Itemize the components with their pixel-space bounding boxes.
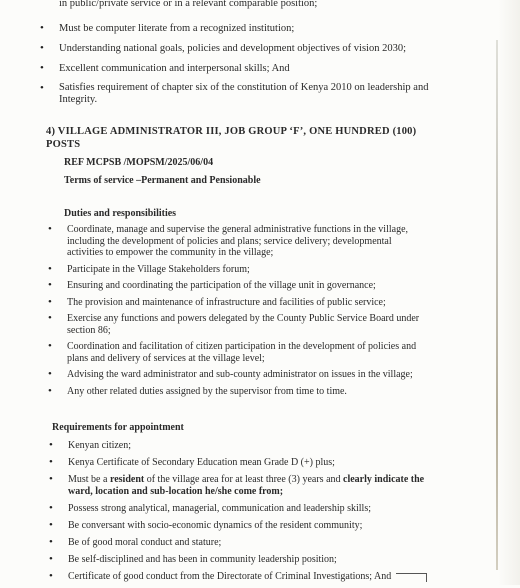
list-item: • Satisfies requirement of chapter six of the constitution of Kenya 2010 on leadership and Integrity. (59, 82, 439, 106)
list-item: • Coordination and facilitation of citizen participation in the development of policies and plans and delivery of services at the village level; (67, 341, 427, 364)
terms-of-service: Terms of service –Permanent and Pensionable (64, 175, 261, 186)
list-item: • Kenyan citizen; (68, 440, 428, 452)
text-run: Must be a (68, 474, 110, 485)
qualifications-list (59, 22, 439, 113)
duties-list (67, 224, 427, 402)
fragment-top-line: in public/private service or in a relevant comparable position; (59, 0, 318, 9)
section-title: 4) VILLAGE ADMINISTRATOR III, JOB GROUP ‘F’, ONE HUNDRED (100) POSTS (46, 126, 417, 150)
reference-number: REF MCPSB /MOPSM/2025/06/04 (64, 157, 214, 168)
list-item: • Be of good moral conduct and stature; (68, 537, 428, 549)
scan-edge (496, 40, 498, 570)
list-item: • Certificate of good conduct from the Directorate of Criminal Investigations; And (68, 571, 428, 583)
requirements-heading: Requirements for appointment (52, 422, 184, 433)
list-item: • Participate in the Village Stakeholders forum; (67, 264, 427, 276)
list-item: • Must be computer literate from a recognized institution; (59, 22, 439, 35)
list-item: • Coordinate, manage and supervise the general administrative functions in the village, including the development of policies and plans; service delivery; developmental activities to empower the community in the village; (67, 224, 427, 259)
list-item: • Exercise any functions and powers delegated by the County Public Service Board under section 86; (67, 313, 427, 336)
list-item: • Ensuring and coordinating the participation of the village unit in governance; (67, 280, 427, 292)
requirements-list (68, 440, 428, 588)
list-item: • Be conversant with socio-economic dynamics of the resident community; (68, 520, 428, 532)
text-run-bold: clearly indicate the ward, location and sub-location he/she come from; (68, 474, 425, 497)
stamp-fragment (396, 573, 427, 582)
list-item (68, 474, 428, 497)
scan-shadow (498, 0, 520, 585)
list-item: • Understanding national goals, policies and development objectives of vision 2030; (59, 42, 439, 55)
text-run: of the village area for at least three (3) years and (144, 474, 344, 485)
list-item: • Kenya Certificate of Secondary Education mean Grade D (+) plus; (68, 457, 428, 469)
list-item: • Be self-disciplined and has been in community leadership position; (68, 554, 428, 566)
list-item: • Any other related duties assigned by the supervisor from time to time. (67, 386, 427, 398)
duties-heading: Duties and responsibilities (64, 208, 177, 219)
list-item: • The provision and maintenance of infrastructure and facilities of public service; (67, 297, 427, 309)
list-item: • Possess strong analytical, managerial, communication and leadership skills; (68, 503, 428, 515)
text-run-bold: resident (109, 474, 145, 485)
list-item: • Excellent communication and interpersonal skills; And (59, 62, 439, 75)
list-item: • Advising the ward administrator and sub-county administrator on issues in the village; (67, 369, 427, 381)
